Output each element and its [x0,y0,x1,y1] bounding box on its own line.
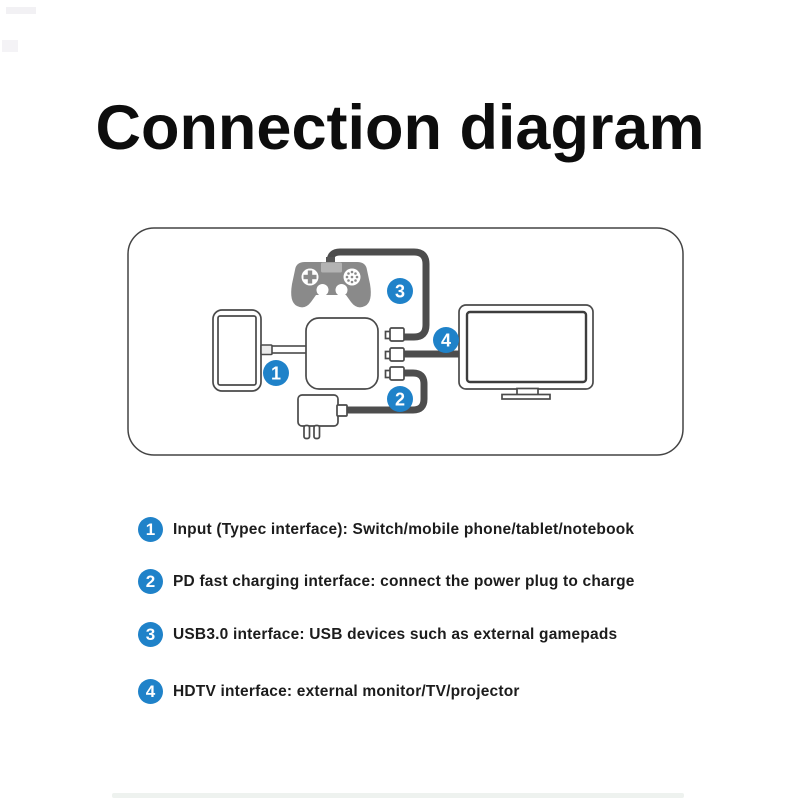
legend-text-1: Input (Typec interface): Switch/mobile phone/tablet/notebook [173,520,635,538]
legend-item-3 [138,622,617,647]
diagram-badge-1 [263,360,289,386]
legend-item-2 [138,569,635,594]
bottom-edge-artifact [112,793,684,798]
legend-item-1 [138,517,634,542]
diagram-panel [128,228,683,455]
typec-hub-icon [306,318,378,389]
legend-badge-1: 1 [138,517,163,542]
page-title: Connection diagram [95,93,705,163]
diagram-badge-3 [387,278,413,304]
legend-item-4 [138,679,520,704]
phone-cable [271,346,308,353]
legend-text-4: HDTV interface: external monitor/TV/projector [173,682,520,700]
legend-text-3: USB3.0 interface: USB devices such as external gamepads [173,625,618,643]
legend-text-2: PD fast charging interface: connect the power plug to charge [173,572,635,590]
diagram-badge-4 [433,327,459,353]
diagram-badge-2 [387,386,413,412]
legend-badge-3: 3 [138,622,163,647]
legend-badge-2: 2 [138,569,163,594]
tv-monitor-icon [459,305,593,399]
svg-text:4: 4 [440,330,452,351]
svg-text:2: 2 [394,389,406,410]
svg-text:3: 3 [394,281,406,302]
legend-badge-4: 4 [138,679,163,704]
svg-text:1: 1 [270,363,282,384]
typec-plug-icon [261,345,272,355]
mobile-phone-icon [213,310,261,391]
